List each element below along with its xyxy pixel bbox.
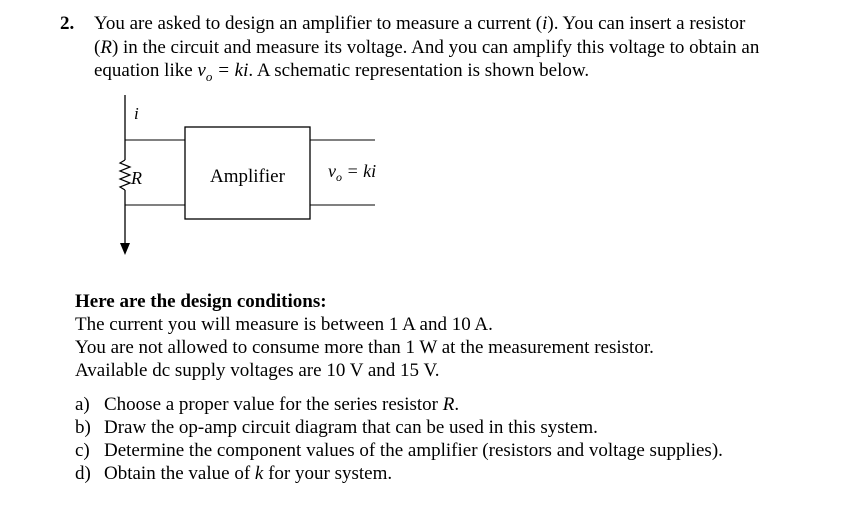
schematic-diagram xyxy=(100,95,400,265)
question-list xyxy=(75,393,723,485)
question-variable: k xyxy=(254,463,264,484)
output-rest: = ki xyxy=(342,161,377,181)
current-arrow-icon xyxy=(120,243,130,255)
conditions-title: Here are the design conditions: xyxy=(75,291,327,312)
problem-line-1 xyxy=(94,12,850,36)
question-text: Obtain the value of xyxy=(104,463,255,484)
design-conditions xyxy=(75,290,654,382)
resistor-symbol-zigzag xyxy=(120,160,130,190)
equation xyxy=(197,60,249,84)
output-v: v xyxy=(328,161,336,181)
question-text: Draw the op-amp circuit diagram that can be used in this system. xyxy=(104,417,598,438)
question-text: Choose a proper value for the series resistor xyxy=(104,394,443,415)
question-variable: R xyxy=(442,394,455,415)
diagram-resistor-label: R xyxy=(131,168,142,188)
question-c xyxy=(75,439,723,462)
equation-rest: = ki xyxy=(212,60,249,81)
problem-line-3-start: equation like xyxy=(94,60,198,81)
condition-item: The current you will measure is between 1 A and 10 A. xyxy=(75,314,493,335)
problem-line-1-text: You are asked to design an amplifier to measure a current ( xyxy=(94,13,543,34)
equation-sub: o xyxy=(205,68,213,84)
question-label: c) xyxy=(75,440,90,461)
question-end: for your system. xyxy=(263,463,393,484)
equation-v: v xyxy=(197,60,206,81)
question-label: a) xyxy=(75,394,90,415)
question-b xyxy=(75,416,723,439)
question-d xyxy=(75,462,723,485)
diagram-amplifier-label: Amplifier xyxy=(210,166,285,187)
problem-number: 2. xyxy=(60,13,75,34)
current-symbol: i xyxy=(542,13,548,34)
output-sub: o xyxy=(336,170,342,184)
problem-text xyxy=(94,12,850,88)
problem-line-2-end: ) in the circuit and measure its voltage. And you can amplify this voltage to obtain an xyxy=(111,36,760,58)
diagram-output-label xyxy=(328,161,376,184)
problem-line-3 xyxy=(94,59,850,88)
question-a xyxy=(75,393,723,416)
question-label: d) xyxy=(75,463,91,484)
question-text: Determine the component values of the amplifier (resistors and voltage supplies). xyxy=(104,440,723,461)
question-label: b) xyxy=(75,417,91,438)
problem-line-2-start: ( xyxy=(94,36,101,58)
problem-line-1-end: ). You can insert a resistor xyxy=(547,13,746,34)
condition-item: Available dc supply voltages are 10 V and 15 V. xyxy=(75,360,440,381)
diagram-current-label: i xyxy=(134,104,139,123)
resistor-symbol: R xyxy=(100,36,112,58)
condition-item: You are not allowed to consume more than 1 W at the measurement resistor. xyxy=(75,337,654,358)
problem-line-2 xyxy=(94,36,850,60)
question-end: . xyxy=(454,394,460,415)
problem-statement xyxy=(60,12,850,88)
problem-line-3-end: . A schematic representation is shown below. xyxy=(248,60,590,81)
